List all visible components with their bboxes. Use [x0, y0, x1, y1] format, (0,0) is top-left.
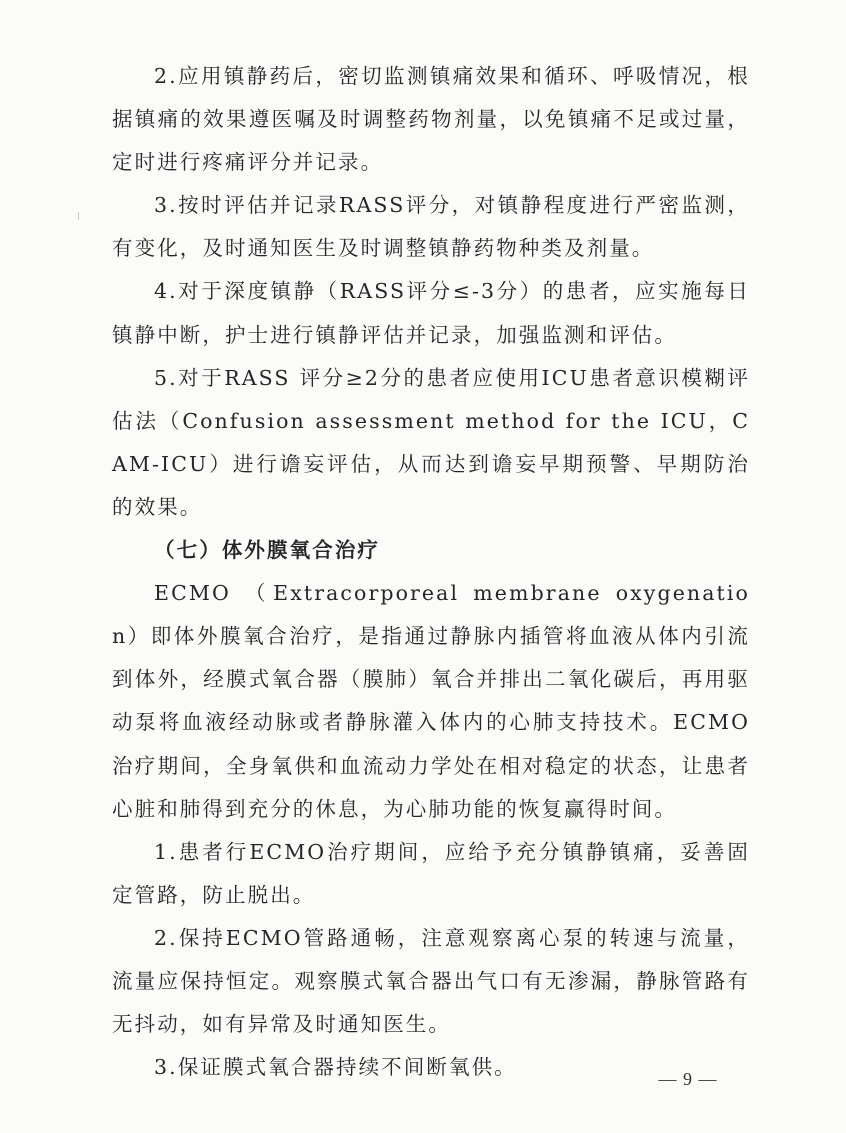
- paragraph-rass-assessment: 3.按时评估并记录RASS评分，对镇静程度进行严密监测，有变化，及时通知医生及时调整镇静药物种类及剂量。: [112, 193, 750, 261]
- paragraph-ecmo-oxygen-supply: 3.保证膜式氧合器持续不间断氧供。: [154, 1055, 517, 1080]
- paragraph-ecmo-circuit: 2.保持ECMO管路通畅，注意观察离心泵的转速与流量，流量应保持恒定。观察膜式氧合器出气口有无渗漏，静脉管路有无抖动，如有异常及时通知医生。: [112, 925, 750, 1037]
- paragraph-ecmo-definition: ECMO （Extracorporeal membrane oxygenation）即体外膜氧合治疗，是指通过静脉内插管将血液从体内引流到体外，经膜式氧合器（膜肺）氧合并排出二氧化碳后，再用驱动泵将血液经动脉或者静脉灌入体内的心肺支持技术。ECMO治疗期间，全身氧供和血流动力学处在相对稳定的状态，让患者心脏和肺得到充分的休息，为心肺功能的恢复赢得时间。: [112, 581, 750, 821]
- paragraph-cam-icu: 5.对于RASS 评分≥2分的患者应使用ICU患者意识模糊评估法（Confusion assessment method for the ICU，CAM-ICU）进行谵妄评估，从而达到谵妄早期预警、早期防治的效果。: [112, 365, 750, 519]
- scan-mark: [78, 212, 79, 220]
- document-body: [112, 55, 750, 1089]
- paragraph-deep-sedation: 4.对于深度镇静（RASS评分≤-3分）的患者，应实施每日镇静中断，护士进行镇静评估并记录，加强监测和评估。: [112, 279, 750, 347]
- page-number: — 9 —: [658, 1069, 718, 1089]
- paragraph-ecmo-sedation: 1.患者行ECMO治疗期间，应给予充分镇静镇痛，妥善固定管路，防止脱出。: [112, 839, 750, 907]
- section-heading-ecmo: （七）体外膜氧合治疗: [154, 538, 381, 563]
- paragraph-sedation-monitoring: 2.应用镇静药后，密切监测镇痛效果和循环、呼吸情况，根据镇痛的效果遵医嘱及时调整药物剂量，以免镇痛不足或过量，定时进行疼痛评分并记录。: [112, 64, 750, 175]
